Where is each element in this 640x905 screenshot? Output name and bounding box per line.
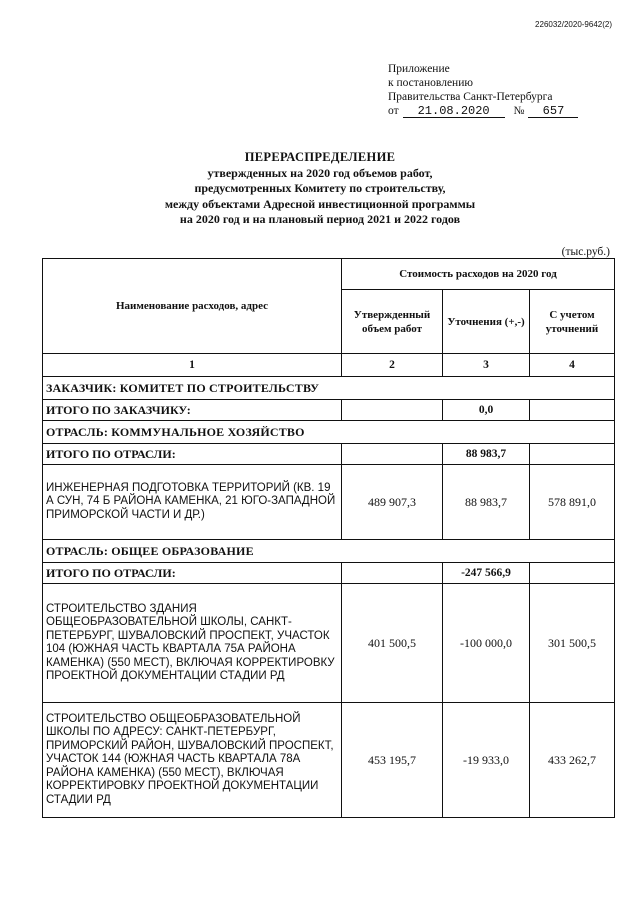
branch-2-row (43, 540, 615, 563)
title-line-2: предусмотренных Комитету по строительству, (194, 181, 446, 195)
item-result: 433 262,7 (530, 703, 615, 818)
units-label: (тыс.руб.) (561, 246, 610, 258)
header-approved: Утвержденный объем работ (342, 290, 443, 354)
appendix-date-line (388, 104, 578, 118)
appendix-line-1: Приложение (388, 63, 450, 75)
branch-1-total-row (43, 444, 615, 465)
title-line-1: утвержденных на 2020 год объемов работ, (207, 165, 433, 180)
appendix-block (388, 62, 578, 118)
item-name: ИНЖЕНЕРНАЯ ПОДГОТОВКА ТЕРРИТОРИЙ (КВ. 19 А СУН, 74 Б РАЙОНА КАМЕНКА, 21 ЮГО-ЗАПАДНОЙ ПРИМОРСКОЙ ЧАСТИ И ДР.) (43, 465, 342, 540)
resolution-number: 657 (528, 105, 578, 118)
document-title (0, 150, 640, 228)
header-cost-group: Стоимость расходов на 2020 год (342, 259, 615, 290)
item-result: 301 500,5 (530, 584, 615, 703)
customer-total-approved (342, 400, 443, 421)
resolution-date: 21.08.2020 (403, 105, 505, 118)
branch-1-total-result (530, 444, 615, 465)
title-heading: ПЕРЕРАСПРЕДЕЛЕНИЕ (244, 150, 396, 164)
branch-2-total-result (530, 563, 615, 584)
column-number-row (43, 354, 615, 377)
col-number-2: 2 (342, 354, 443, 377)
title-line-4: на 2020 год и на плановый период 2021 и 2022 годов (179, 212, 461, 226)
branch-1-row (43, 421, 615, 444)
customer-label: ЗАКАЗЧИК: КОМИТЕТ ПО СТРОИТЕЛЬСТВУ (43, 377, 615, 400)
item-result: 578 891,0 (530, 465, 615, 540)
branch-1-total-label: ИТОГО ПО ОТРАСЛИ: (43, 444, 342, 465)
header-row-1 (43, 259, 615, 290)
table-row (43, 465, 615, 540)
branch-2-total-approved (342, 563, 443, 584)
number-prefix: № (513, 105, 525, 117)
appendix-line-2: к постановлению (388, 77, 473, 89)
customer-total-label: ИТОГО ПО ЗАКАЗЧИКУ: (43, 400, 342, 421)
header-result: С учетом уточнений (530, 290, 615, 354)
branch-1-total-approved (342, 444, 443, 465)
header-name-column: Наименование расходов, адрес (43, 259, 342, 354)
date-prefix: от (388, 105, 399, 117)
header-change: Уточнения (+,-) (443, 290, 530, 354)
table-row (43, 703, 615, 818)
branch-2-total-row (43, 563, 615, 584)
col-number-1: 1 (43, 354, 342, 377)
table-row (43, 584, 615, 703)
appendix-line-3: Правительства Санкт-Петербурга (388, 91, 553, 103)
item-name: СТРОИТЕЛЬСТВО ЗДАНИЯ ОБЩЕОБРАЗОВАТЕЛЬНОЙ ШКОЛЫ, САНКТ-ПЕТЕРБУРГ, ШУВАЛОВСКИЙ ПРОСПЕКТ, УЧАСТОК 104 (ЮЖНАЯ ЧАСТЬ КВАРТАЛА 75А РАЙОНА КАМЕНКА) (550 МЕСТ), ВКЛЮЧАЯ КОРРЕКТИРОВКУ ПРОЕКТНОЙ ДОКУМЕНТАЦИИ СТАДИИ РД (43, 584, 342, 703)
item-approved: 489 907,3 (342, 465, 443, 540)
branch-2-total-label: ИТОГО ПО ОТРАСЛИ: (43, 563, 342, 584)
customer-row (43, 377, 615, 400)
branch-1-total-change: 88 983,7 (443, 444, 530, 465)
branch-2-total-change: -247 566,9 (443, 563, 530, 584)
redistribution-table (42, 258, 615, 818)
item-change: -19 933,0 (443, 703, 530, 818)
document-id: 226032/2020-9642(2) (535, 20, 612, 29)
customer-total-change: 0,0 (443, 400, 530, 421)
branch-2-title: ОТРАСЛЬ: ОБЩЕЕ ОБРАЗОВАНИЕ (43, 540, 615, 563)
col-number-4: 4 (530, 354, 615, 377)
col-number-3: 3 (443, 354, 530, 377)
item-approved: 453 195,7 (342, 703, 443, 818)
item-approved: 401 500,5 (342, 584, 443, 703)
item-change: 88 983,7 (443, 465, 530, 540)
title-line-3: между объектами Адресной инвестиционной программы (164, 196, 476, 211)
branch-1-title: ОТРАСЛЬ: КОММУНАЛЬНОЕ ХОЗЯЙСТВО (43, 421, 615, 444)
item-change: -100 000,0 (443, 584, 530, 703)
customer-total-result (530, 400, 615, 421)
customer-total-row (43, 400, 615, 421)
item-name: СТРОИТЕЛЬСТВО ОБЩЕОБРАЗОВАТЕЛЬНОЙ ШКОЛЫ ПО АДРЕСУ: САНКТ-ПЕТЕРБУРГ, ПРИМОРСКИЙ РАЙОН, ШУВАЛОВСКИЙ ПРОСПЕКТ, УЧАСТОК 144 (ЮЖНАЯ ЧАСТЬ КВАРТАЛА 78А РАЙОНА КАМЕНКА) (550 МЕСТ), ВКЛЮЧАЯ КОРРЕКТИРОВКУ ПРОЕКТНОЙ ДОКУМЕНТАЦИИ СТАДИИ РД (43, 703, 342, 818)
